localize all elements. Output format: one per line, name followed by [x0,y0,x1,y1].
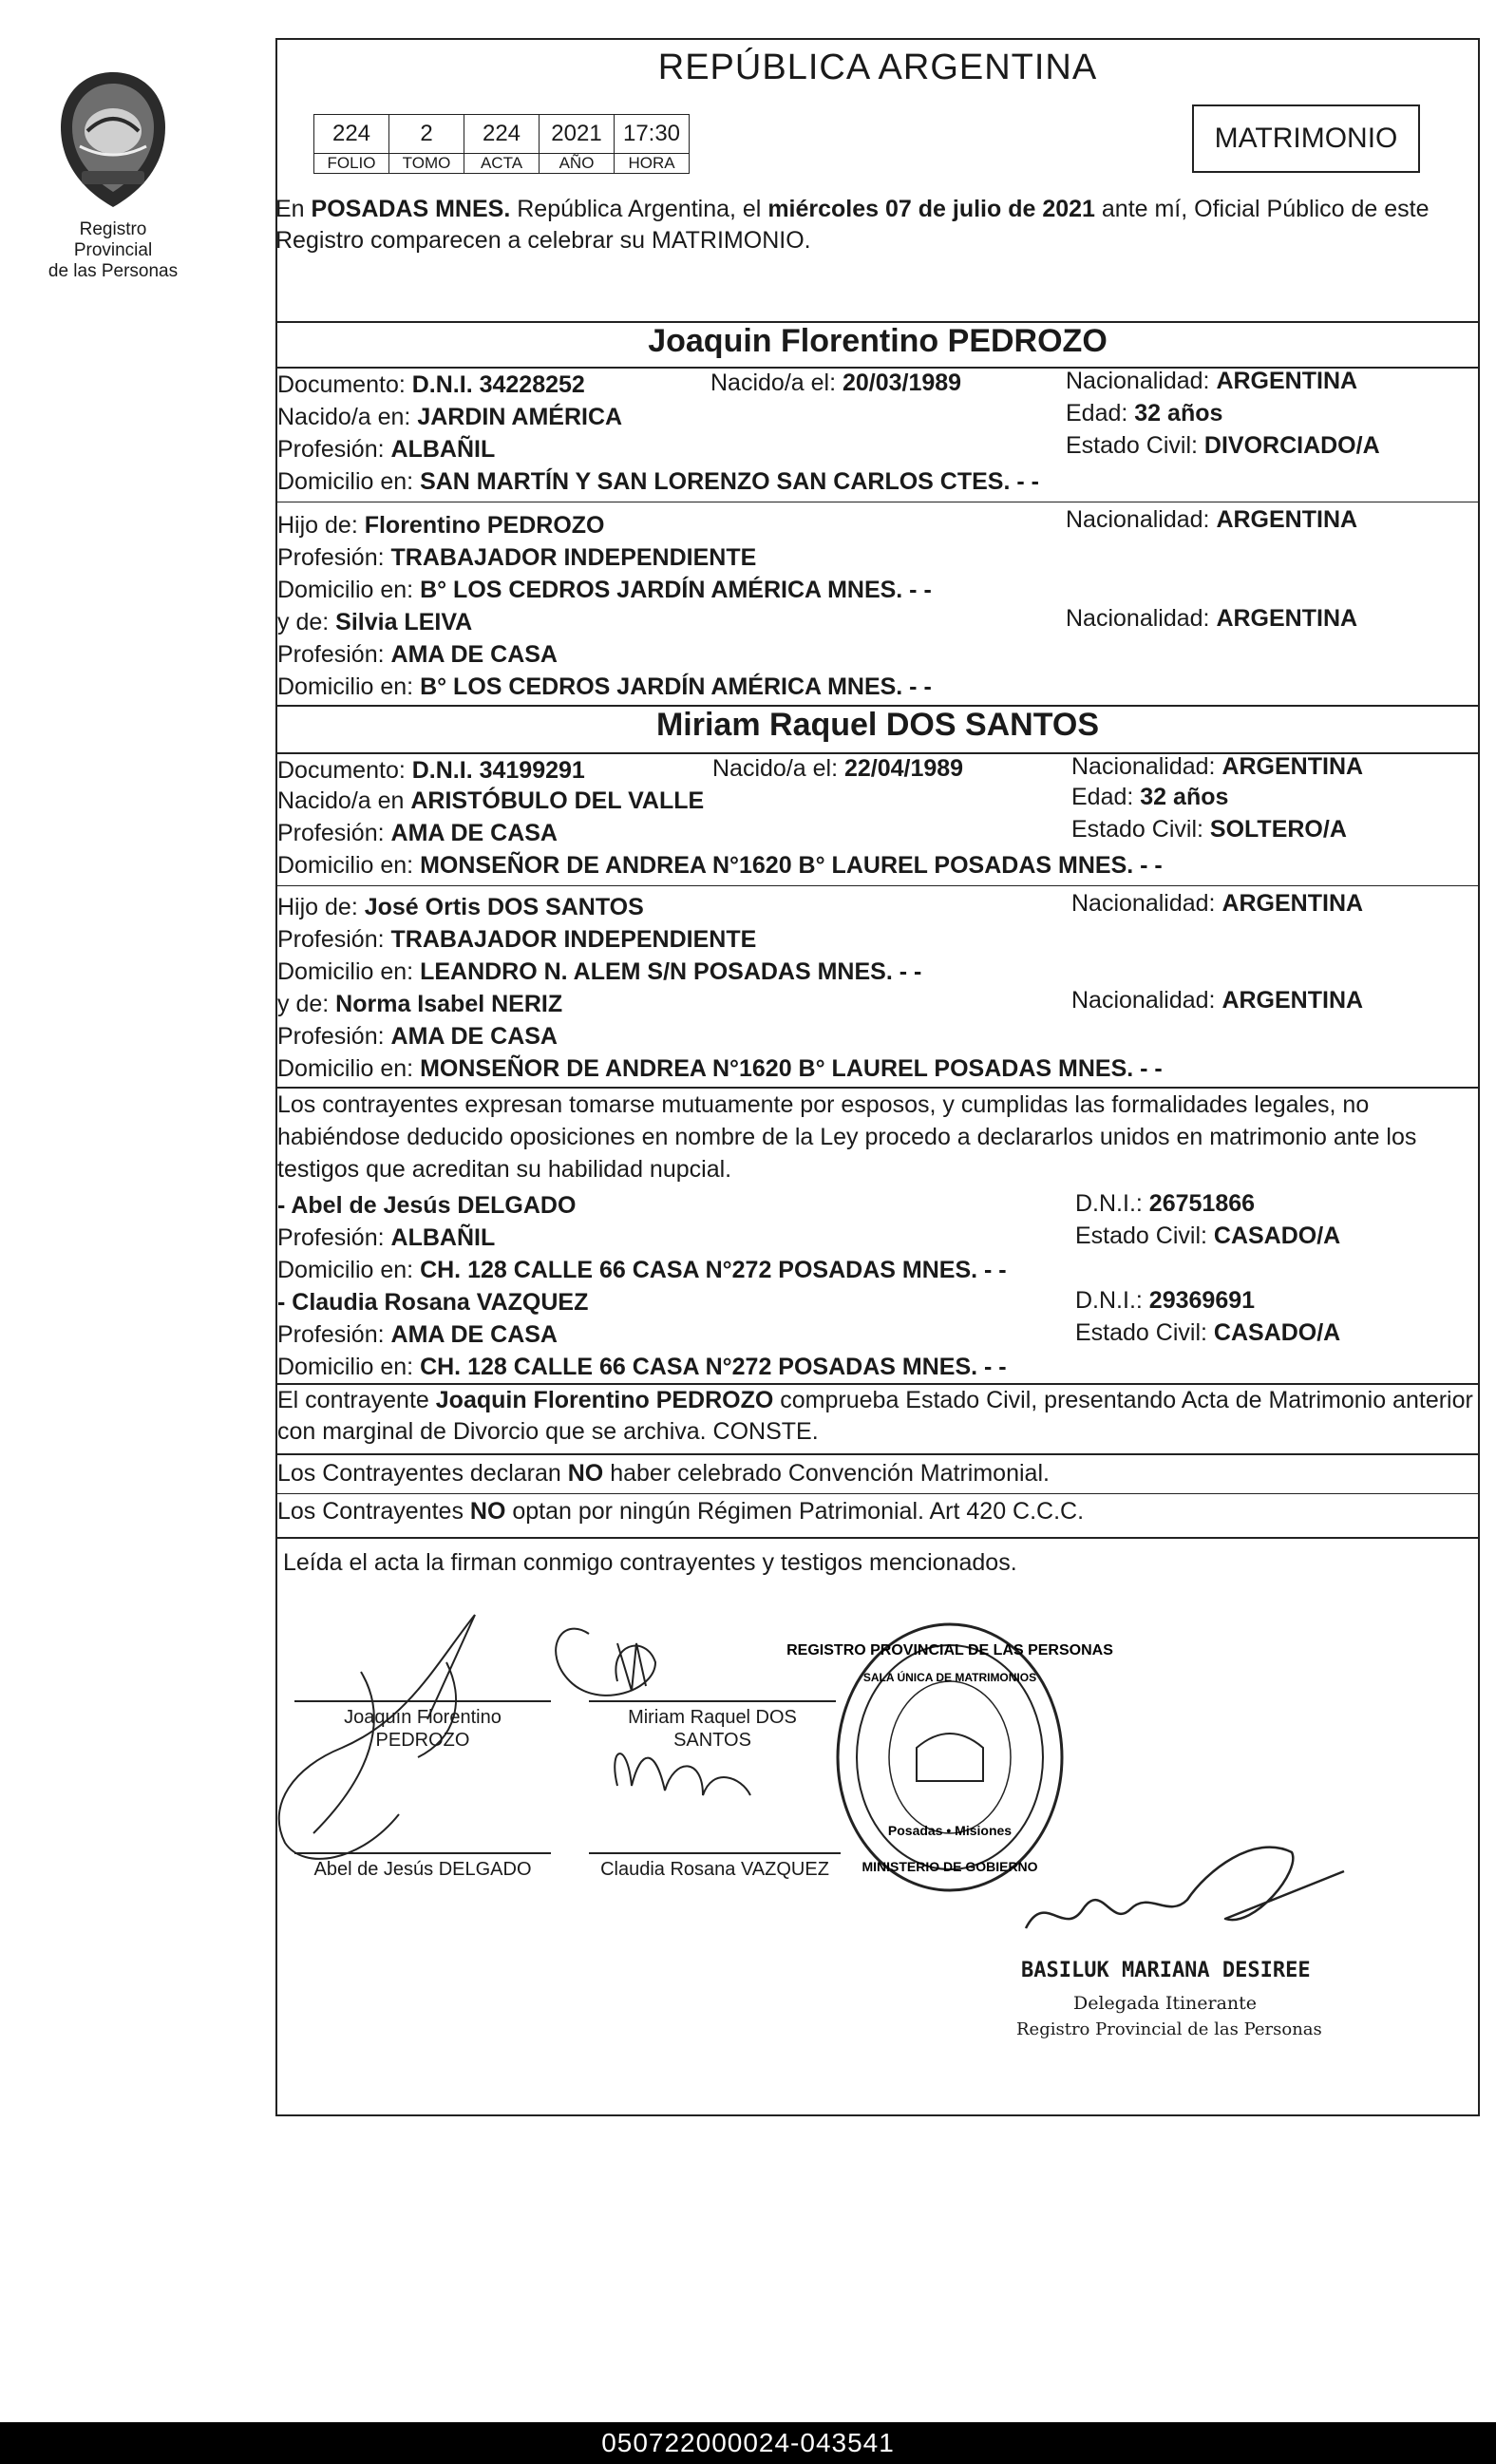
witness2-signature-label: Claudia Rosana VAZQUEZ [600,1859,829,1880]
acta-label: ACTA [464,154,540,174]
closing-statement: Leída el acta la firman conmigo contrayentes y testigos mencionados. [283,1549,1017,1576]
convention-statement: Los Contrayentes declaran NO haber celebrado Convención Matrimonial. [277,1460,1050,1487]
witness1-profession: Profesión: ALBAÑIL [277,1224,496,1251]
province-seal-icon [53,68,173,211]
tomo-value: 2 [389,115,464,154]
bride-document: Documento: D.N.I. 34199291 [277,757,585,784]
witness2-civil-status: Estado Civil: CASADO/A [1075,1319,1341,1346]
groom-father-nationality: Nacionalidad: ARGENTINA [1066,506,1358,533]
officer-office: Registro Provincial de las Personas [1016,2019,1322,2039]
bride-father-profession: Profesión: TRABAJADOR INDEPENDIENTE [277,926,757,953]
witness1-civil-status: Estado Civil: CASADO/A [1075,1223,1341,1249]
bride-mother-address: Domicilio en: MONSEÑOR DE ANDREA N°1620 B° LAUREL POSADAS MNES. - - [277,1055,1163,1082]
bride-nationality: Nacionalidad: ARGENTINA [1071,753,1364,780]
intro-paragraph: En POSADAS MNES. República Argentina, el miércoles 07 de julio de 2021 ante mí, Oficial Público de este Registro comparecen a celebrar su MATRIMONIO. [275,196,1430,254]
civil-status-note: El contrayente Joaquin Florentino PEDROZO comprueba Estado Civil, presentando Acta de Matrimonio anterior con marginal de Divorcio que se archiva. CONSTE. [277,1387,1473,1445]
groom-mother-address: Domicilio en: B° LOS CEDROS JARDÍN AMÉRICA MNES. - - [277,673,932,700]
bride-birthdate: Nacido/a el: 22/04/1989 [712,755,964,782]
groom-address: Domicilio en: SAN MARTÍN Y SAN LORENZO SAN CARLOS CTES. - - [277,468,1039,495]
groom-father-address: Domicilio en: B° LOS CEDROS JARDÍN AMÉRICA MNES. - - [277,577,932,603]
year-label: AÑO [540,154,615,174]
year-value: 2021 [540,115,615,154]
bride-civil-status: Estado Civil: SOLTERO/A [1071,816,1347,843]
officer-signature [1007,1814,1349,1966]
witness2-dni: D.N.I.: 29369691 [1075,1287,1256,1314]
witness2-profession: Profesión: AMA DE CASA [277,1321,558,1348]
record-type-box: MATRIMONIO [1192,104,1420,173]
tomo-label: TOMO [389,154,464,174]
bride-signature-label: Miriam Raquel DOS SANTOS [628,1707,797,1751]
witness1-address: Domicilio en: CH. 128 CALLE 66 CASA N°272 POSADAS MNES. - - [277,1257,1007,1283]
groom-signature-label: Joaquín Florentino PEDROZO [344,1707,502,1751]
officer-role: Delegada Itinerante [1073,1993,1258,2014]
acta-value: 224 [464,115,540,154]
logo-caption-2: de las Personas [47,261,179,281]
groom-mother-nationality: Nacionalidad: ARGENTINA [1066,605,1358,632]
bride-father: Hijo de: José Ortis DOS SANTOS [277,894,644,920]
groom-name: Joaquin Florentino PEDROZO [648,323,1108,359]
groom-birthplace: Nacido/a en: JARDIN AMÉRICA [277,404,623,430]
groom-nationality: Nacionalidad: ARGENTINA [1066,368,1358,394]
folio-value: 224 [314,115,389,154]
declaration-paragraph: Los contrayentes expresan tomarse mutuamente por esposos, y cumplidas las formalidades legales, no habiéndose deducido oposiciones en nombre de la Ley procedo a declararlos unidos en matrimonio ante los testigos que acreditan su habilidad nupcial. [277,1091,1417,1183]
groom-father-profession: Profesión: TRABAJADOR INDEPENDIENTE [277,544,757,571]
logo-caption-1: Registro Provincial [73,219,153,260]
bride-mother: y de: Norma Isabel NERIZ [277,991,563,1017]
document-barcode-number: 050722000024-043541 [0,2422,1496,2464]
bride-age: Edad: 32 años [1071,784,1229,810]
groom-profession: Profesión: ALBAÑIL [277,436,496,463]
witness1-name: - Abel de Jesús DELGADO [277,1192,577,1219]
svg-text:Posadas • Misiones: Posadas • Misiones [887,1823,1013,1838]
hour-label: HORA [615,154,690,174]
bride-father-address: Domicilio en: LEANDRO N. ALEM S/N POSADAS MNES. - - [277,958,922,985]
groom-age: Edad: 32 años [1066,400,1223,426]
document-title: REPÚBLICA ARGENTINA [657,47,1098,87]
groom-mother: y de: Silvia LEIVA [277,609,473,635]
witness2-address: Domicilio en: CH. 128 CALLE 66 CASA N°272 POSADAS MNES. - - [277,1354,1007,1380]
hour-value: 17:30 [615,115,690,154]
svg-text:REGISTRO PROVINCIAL DE LAS PER: REGISTRO PROVINCIAL DE LAS PERSONAS [786,1642,1113,1658]
reference-table [313,114,690,174]
officer-name: BASILUK MARIANA DESIREE [1021,1959,1311,1982]
bride-address: Domicilio en: MONSEÑOR DE ANDREA N°1620 B° LAUREL POSADAS MNES. - - [277,852,1163,879]
groom-birthdate: Nacido/a el: 20/03/1989 [710,370,962,396]
bride-name: Miriam Raquel DOS SANTOS [655,707,1100,743]
bride-mother-profession: Profesión: AMA DE CASA [277,1023,558,1050]
bride-profession: Profesión: AMA DE CASA [277,820,558,846]
groom-mother-profession: Profesión: AMA DE CASA [277,641,558,668]
witness1-dni: D.N.I.: 26751866 [1075,1190,1256,1217]
bride-father-nationality: Nacionalidad: ARGENTINA [1071,890,1364,917]
folio-label: FOLIO [314,154,389,174]
regime-statement: Los Contrayentes NO optan por ningún Régimen Patrimonial. Art 420 C.C.C. [277,1498,1085,1525]
groom-father: Hijo de: Florentino PEDROZO [277,512,605,539]
svg-text:SALA ÚNICA DE MATRIMONIOS: SALA ÚNICA DE MATRIMONIOS [862,1671,1037,1684]
groom-document: Documento: D.N.I. 34228252 [277,371,585,398]
witness1-signature-label: Abel de Jesús DELGADO [313,1859,532,1880]
bride-birthplace: Nacido/a en ARISTÓBULO DEL VALLE [277,787,705,814]
witness2-name: - Claudia Rosana VAZQUEZ [277,1289,589,1316]
bride-mother-nationality: Nacionalidad: ARGENTINA [1071,987,1364,1014]
registry-logo [47,68,179,282]
groom-civil-status: Estado Civil: DIVORCIADO/A [1066,432,1380,459]
svg-text:MINISTERIO DE GOBIERNO: MINISTERIO DE GOBIERNO [862,1859,1038,1874]
